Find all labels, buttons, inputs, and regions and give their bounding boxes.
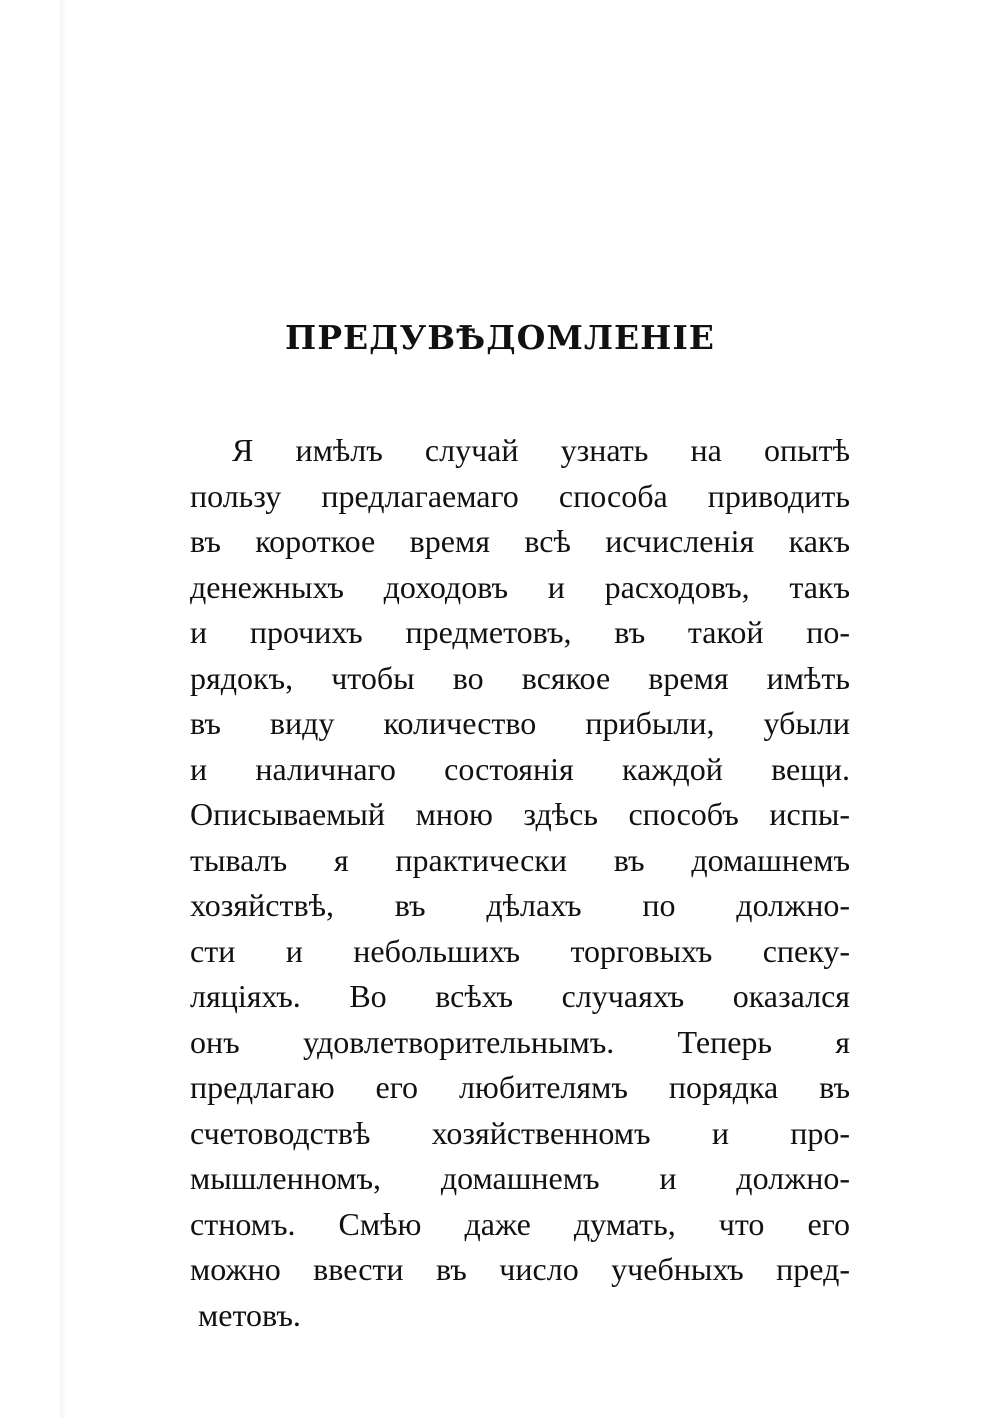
text-line: хозяйствѣ, въ дѣлахъ по должно-	[190, 887, 850, 923]
text-line: рядокъ, чтобы во всякое время имѣть	[190, 659, 850, 696]
text-line: счетоводствѣ хозяйственномъ и про-	[190, 1114, 850, 1151]
text-line: стномъ. Смѣю даже думать, что его	[190, 1205, 850, 1242]
text-line: пользу предлагаемаго способа приводить	[190, 477, 850, 514]
text-line: въ виду количество прибыли, убыли	[190, 705, 850, 741]
page-title: ПРЕДУВѢДОМЛЕНІЕ	[285, 318, 715, 357]
text-line: денежныхъ доходовъ и расходовъ, такъ	[190, 568, 850, 605]
text-line: ляціяхъ. Во всѣхъ случаяхъ оказался	[190, 978, 850, 1014]
text-line: мышленномъ, домашнемъ и должно-	[190, 1160, 850, 1196]
page-edge-shadow	[60, 0, 66, 1418]
text-line: и прочихъ предметовъ, въ такой по-	[190, 614, 850, 650]
text-line: Я имѣлъ случай узнать на опытѣ	[232, 432, 850, 468]
text-line: можно ввести въ число учебныхъ пред-	[190, 1251, 850, 1287]
text-line: метовъ.	[198, 1296, 301, 1333]
text-line: тывалъ я практически въ домашнемъ	[190, 841, 850, 878]
text-line: въ короткое время всѣ исчисленія какъ	[190, 523, 850, 559]
body-paragraph	[190, 428, 850, 1338]
text-line: предлагаю его любителямъ порядка въ	[190, 1069, 850, 1105]
text-line: сти и небольшихъ торговыхъ спеку-	[190, 932, 850, 969]
text-line: и наличнаго состоянія каждой вещи.	[190, 750, 850, 787]
text-line: онъ удовлетворительнымъ. Теперь я	[190, 1023, 850, 1060]
text-line: Описываемый мною здѣсь способъ испы-	[190, 796, 850, 832]
